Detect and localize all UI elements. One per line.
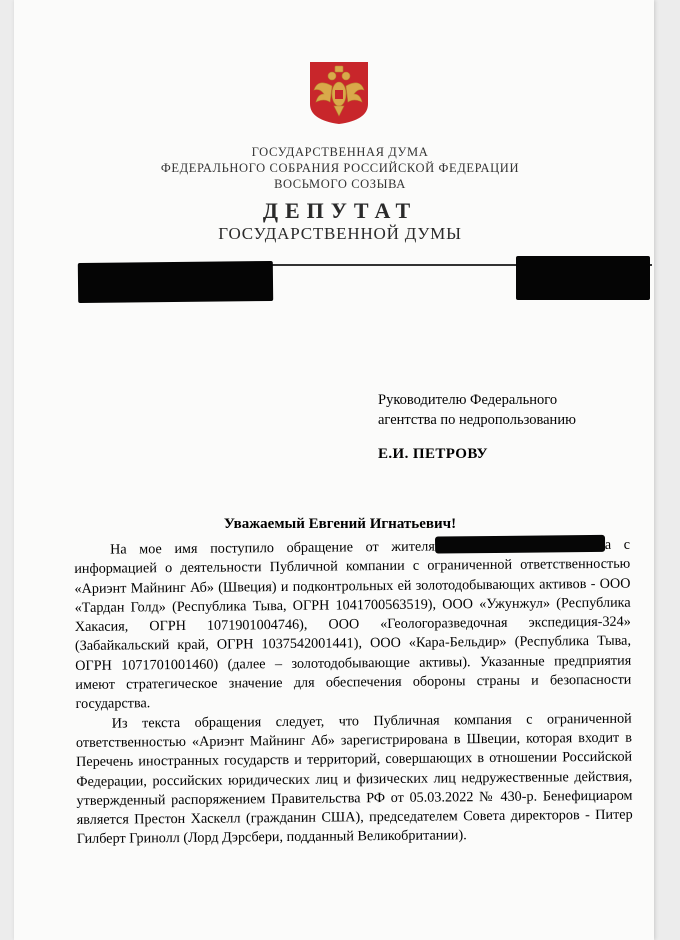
duma-subtitle: ГОСУДАРСТВЕННОЙ ДУМЫ [218, 224, 462, 243]
salutation: Уважаемый Евгений Игнатьевич! [223, 516, 457, 532]
redaction-block-right [516, 256, 650, 300]
addressee-line-1: Руководителю Федерального [378, 392, 558, 408]
paragraph-1-start: На мое имя поступило обращение от жителя [110, 538, 435, 558]
addressee-block [378, 390, 576, 430]
organization-header [0, 144, 680, 192]
addressee-name: Е.И. ПЕТРОВУ [378, 446, 488, 462]
coat-of-arms-icon [308, 60, 370, 126]
addressee-line-2: агентства по недропользованию [378, 412, 576, 428]
redaction-block-left [78, 261, 273, 303]
org-line-federal-assembly: ФЕДЕРАЛЬНОГО СОБРАНИЯ РОССИЙСКОЙ ФЕДЕРАЦИИ [160, 161, 520, 175]
org-line-convocation: ВОСЬМОГО СОЗЫВА [274, 177, 406, 191]
redacted-name [435, 535, 605, 554]
org-line-duma: ГОСУДАРСТВЕННАЯ ДУМА [251, 145, 429, 159]
letter-body [74, 535, 633, 850]
paragraph-2: Из текста обращения следует, что Публичная компания с ограниченной ответственностью «Ариэнт Майнинг Аб» зарегистрирована в Швеции, которая входит в Перечень иностранных государств и территорий, совершающих в отношении Российской Федерации, российских юридических лиц и физических лиц недружественные действия, утвержденный распоряжением Правительства РФ от 05.03.2022 № 430-р. Бенефициаром является Престон Хаскелл (гражданин США), председателем Совета директоров - Питер Гилберт Гринолл (Лорд Дэрсбери, подданный Великобритании). [75, 710, 633, 848]
deputy-title: ДЕПУТАТ [262, 198, 418, 223]
paragraph-1 [74, 535, 632, 715]
paragraph-1-rest: а с информацией о деятельности Публичной компании с ограниченной ответственностью «Ариэнт Майнинг Аб» (Швеция) и подконтрольных ей золотодобывающих активов - ООО «Тардан Голд» (Республика Тыва, ОГРН 1041700563519), ООО «Ужунжул» (Республика Хакасия, ОГРН 1071901004746), ООО «Геологоразведочная экспедиция-324» (Забайкальский край, ОГРН 1037542001441), ООО «Кара-Бельдир» (Республика Тыва, ОГРН 1071701001460) (далее – золотодобывающие активы). Указанные предприятия имеют стратегическое значение для обеспечения обороны страны и безопасности государства. [74, 536, 632, 713]
